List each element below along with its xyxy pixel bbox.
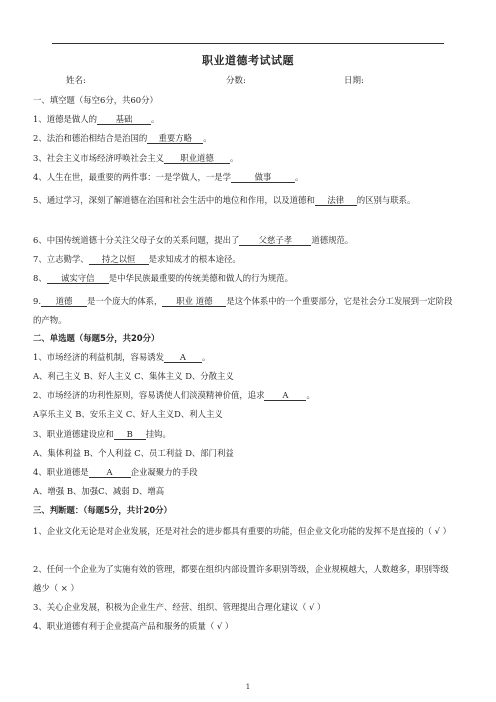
answer-blank: A — [89, 467, 131, 478]
date-label: 日期: — [344, 76, 364, 86]
question-text: 6、中国传统道德十分关注父母子女的关系问题，提出了 — [33, 235, 240, 245]
question-text: 。 — [203, 133, 212, 143]
question-text: 2、市场经济的功利性原则，容易诱使人们淡漠精神价值，追求 — [33, 390, 265, 400]
answer-blank: 持之以恒 — [89, 254, 149, 265]
name-label: 姓名: — [66, 76, 86, 86]
fill-question-3 — [33, 153, 456, 164]
page-number: 1 — [245, 683, 251, 691]
answer-blank: 父慈子孝 — [239, 235, 311, 246]
answer-blank: 重要方略 — [147, 133, 203, 144]
answer-blank: 法律 — [315, 195, 357, 206]
fill-question-6 — [33, 235, 456, 246]
question-text: 1、道德是做人的 — [33, 114, 97, 124]
header-rule — [52, 43, 444, 44]
fill-question-9 — [33, 292, 456, 330]
question-text: 挂钩。 — [145, 429, 171, 439]
section-2-heading: 二、单选题（每题5分，共20分） — [33, 333, 160, 343]
section-1-heading: 一、填空题（每空6分，共60分） — [33, 95, 158, 105]
question-text: 。 — [150, 114, 160, 124]
question-text: 1、市场经济的利益机制，容易诱发 — [33, 352, 164, 362]
page-title: 职业道德考试试题 — [202, 54, 294, 67]
question-text: 3、社会主义市场经济呼唤社会主义 — [33, 153, 164, 163]
fill-question-5 — [33, 191, 456, 210]
answer-blank: 基础 — [97, 114, 151, 125]
question-text: 。 — [229, 153, 239, 163]
question-text: 8、 — [33, 273, 47, 283]
question-text: 。 — [306, 390, 315, 400]
judge-question-1: 1、企业文化无论是对企业发展，还是对社会的进步都具有重要的功能，但企业文化功能的发挥不是直接的（ √ ） — [33, 526, 451, 536]
question-text: 2、法治和德治相结合是治国的 — [33, 133, 148, 143]
choice-question-3 — [33, 429, 456, 440]
answer-blank: 职业 道德 — [162, 296, 226, 307]
question-text: 。 — [294, 172, 304, 182]
question-text: 。 — [201, 352, 211, 362]
choice-options-1: A、利己主义 B、好人主义 C、集体主义 D、分散主义 — [33, 371, 234, 381]
question-text: 是这个体系中的一个重要部分，它是社会分工发展到一定阶段的产物。 — [33, 296, 453, 325]
fill-question-2 — [33, 133, 456, 144]
question-text: 企业凝聚力的手段 — [130, 467, 198, 477]
question-text: 的区别与联系。 — [356, 195, 416, 205]
judge-question-4: 4、职业道德有利于企业提高产品和服务的质量（ √ ） — [33, 621, 234, 631]
answer-blank: 职业道德 — [164, 153, 230, 164]
fill-question-1 — [33, 114, 456, 125]
fill-question-7 — [33, 254, 456, 265]
judge-question-2: 2、任何一个企业为了实施有效的管理，都要在组织内部设置许多职别等级，企业规模越大，人数越多，职别等级越少（ × ） — [33, 564, 449, 593]
answer-blank: B — [114, 429, 146, 440]
answer-blank: 诚实守信 — [47, 273, 109, 284]
answer-blank: A — [264, 390, 306, 401]
fill-question-4 — [33, 172, 456, 183]
judge-question-3: 3、关心企业发展，积极为企业生产、经营、组织、管理提出合理化建议（ √ ） — [33, 602, 326, 612]
answer-blank: 做事 — [231, 172, 295, 183]
question-text: 4、人生在世，最重要的两件事：一是学做人，一是学 — [33, 172, 231, 182]
answer-blank: 道德 — [41, 296, 87, 307]
section-3-heading: 三、判断题：（每题5分，共计20分） — [33, 505, 172, 515]
question-text: 是中华民族最重要的传统美德和做人的行为规范。 — [108, 273, 293, 283]
choice-options-4: A、增强 B、加强C、减弱 D、增高 — [33, 486, 165, 496]
question-text: 3、职业道德建设应和 — [33, 429, 114, 439]
choice-question-4 — [33, 467, 456, 478]
choice-question-2 — [33, 390, 456, 401]
answer-blank: A — [164, 352, 202, 363]
fill-question-8 — [33, 273, 456, 284]
question-text: 是求知成才的根本途径。 — [148, 254, 241, 264]
question-text: 9. — [33, 296, 41, 306]
choice-options-2: A享乐主义 B、安乐主义 C、好人主义D、利人主义 — [33, 409, 223, 419]
choice-options-3: A、集体利益 B、个人利益 C、员工利益 D、部门利益 — [33, 448, 234, 458]
question-text: 4、职业道德是 — [33, 467, 89, 477]
choice-question-1 — [33, 352, 456, 363]
question-text: 5、通过学习，深刻了解道德在治国和社会生活中的地位和作用，以及道德和 — [33, 195, 315, 205]
question-text: 道德规范。 — [311, 235, 354, 245]
question-text: 是一个庞大的体系， — [87, 296, 163, 306]
score-label: 分数: — [226, 76, 246, 86]
question-text: 7、立志勤学、 — [33, 254, 89, 264]
